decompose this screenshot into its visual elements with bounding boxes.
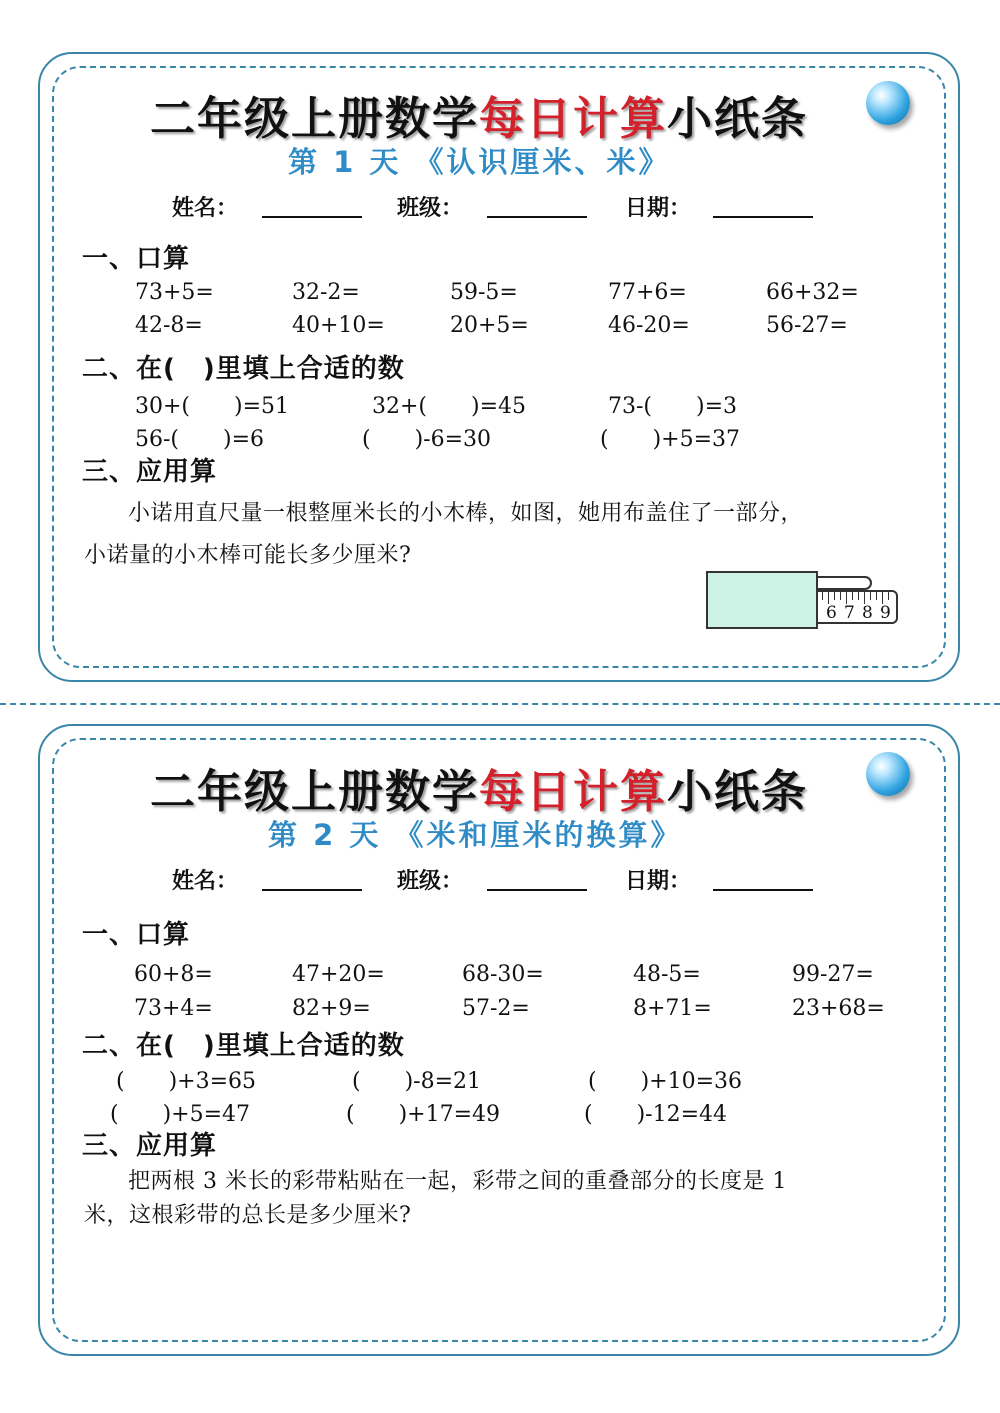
date-label: 日期： bbox=[625, 869, 692, 894]
fill-problem: 30+( )=51 bbox=[135, 394, 290, 419]
oral-problem: 42-8= bbox=[135, 313, 203, 338]
section-fill-in: 二、在( )里填上合适的数 bbox=[82, 354, 405, 384]
class-blank[interactable] bbox=[487, 889, 587, 891]
card1-subtitle: 第 1 天 《认识厘米、米》 bbox=[288, 145, 671, 179]
ruler-number: 7 bbox=[844, 603, 855, 623]
problem-text-line1: 小诺用直尺量一根整厘米长的小木棒，如图，她用布盖住了一部分， bbox=[128, 501, 804, 526]
fill-problem: ( )+5=37 bbox=[600, 427, 741, 452]
oral-problem: 48-5= bbox=[633, 962, 701, 987]
oral-problem: 73+5= bbox=[135, 280, 214, 305]
title-part: 小纸条 bbox=[667, 765, 809, 818]
card2-subtitle: 第 2 天 《米和厘米的换算》 bbox=[268, 818, 683, 852]
fill-problem: ( )+5=47 bbox=[110, 1102, 251, 1127]
oral-problem: 77+6= bbox=[608, 280, 687, 305]
cut-line bbox=[0, 703, 1000, 705]
class-label: 班级： bbox=[397, 196, 464, 221]
class-blank[interactable] bbox=[487, 216, 587, 218]
oral-problem: 66+32= bbox=[766, 280, 859, 305]
oral-problem: 82+9= bbox=[292, 996, 371, 1021]
title-part: 二年级上册数学 bbox=[150, 765, 480, 818]
fill-problem: ( )+17=49 bbox=[346, 1102, 501, 1127]
name-blank[interactable] bbox=[262, 889, 362, 891]
problem-text-line1: 把两根 3 米长的彩带粘贴在一起，彩带之间的重叠部分的长度是 1 bbox=[128, 1169, 787, 1194]
date-label: 日期： bbox=[625, 196, 692, 221]
section-oral: 一、口算 bbox=[82, 920, 191, 950]
oral-problem: 47+20= bbox=[292, 962, 385, 987]
oral-problem: 40+10= bbox=[292, 313, 385, 338]
name-label: 姓名： bbox=[172, 196, 239, 221]
section-application: 三、应用算 bbox=[82, 1131, 218, 1161]
fill-problem: ( )-6=30 bbox=[362, 427, 492, 452]
oral-problem: 59-5= bbox=[450, 280, 518, 305]
fill-problem: 32+( )=45 bbox=[372, 394, 527, 419]
problem-text-line2: 小诺量的小木棒可能长多少厘米? bbox=[84, 543, 412, 568]
problem-text-line2: 米，这根彩带的总长是多少厘米? bbox=[84, 1203, 412, 1228]
title-highlight: 每日计算 bbox=[479, 765, 668, 818]
ruler-number: 6 bbox=[826, 603, 837, 623]
fill-problem: ( )-12=44 bbox=[584, 1102, 728, 1127]
class-label: 班级： bbox=[397, 869, 464, 894]
oral-problem: 68-30= bbox=[462, 962, 544, 987]
oral-problem: 32-2= bbox=[292, 280, 360, 305]
blue-ball-icon bbox=[866, 81, 910, 125]
blue-ball-icon bbox=[866, 752, 910, 796]
card2-title bbox=[150, 755, 808, 820]
ruler bbox=[818, 590, 898, 624]
section-fill-in: 二、在( )里填上合适的数 bbox=[82, 1031, 405, 1061]
fill-problem: 56-( )=6 bbox=[135, 427, 265, 452]
title-part: 二年级上册数学 bbox=[150, 92, 480, 145]
oral-problem: 46-20= bbox=[608, 313, 690, 338]
oral-problem: 20+5= bbox=[450, 313, 529, 338]
fill-problem: ( )+3=65 bbox=[116, 1069, 257, 1094]
card1-title bbox=[150, 82, 808, 147]
fill-problem: ( )+10=36 bbox=[588, 1069, 743, 1094]
section-oral: 一、口算 bbox=[82, 244, 191, 274]
oral-problem: 57-2= bbox=[462, 996, 530, 1021]
fill-problem: 73-( )=3 bbox=[608, 394, 738, 419]
date-blank[interactable] bbox=[713, 216, 813, 218]
date-blank[interactable] bbox=[713, 889, 813, 891]
oral-problem: 8+71= bbox=[633, 996, 712, 1021]
fill-problem: ( )-8=21 bbox=[352, 1069, 482, 1094]
wooden-stick bbox=[818, 576, 872, 590]
ruler-number: 8 bbox=[862, 603, 873, 623]
oral-problem: 60+8= bbox=[134, 962, 213, 987]
oral-problem: 23+68= bbox=[792, 996, 885, 1021]
cloth-cover bbox=[706, 571, 818, 629]
title-highlight: 每日计算 bbox=[479, 92, 668, 145]
name-blank[interactable] bbox=[262, 216, 362, 218]
section-application: 三、应用算 bbox=[82, 457, 218, 487]
title-part: 小纸条 bbox=[667, 92, 809, 145]
name-label: 姓名： bbox=[172, 869, 239, 894]
oral-problem: 56-27= bbox=[766, 313, 848, 338]
oral-problem: 73+4= bbox=[134, 996, 213, 1021]
ruler-number: 9 bbox=[880, 603, 891, 623]
oral-problem: 99-27= bbox=[792, 962, 874, 987]
